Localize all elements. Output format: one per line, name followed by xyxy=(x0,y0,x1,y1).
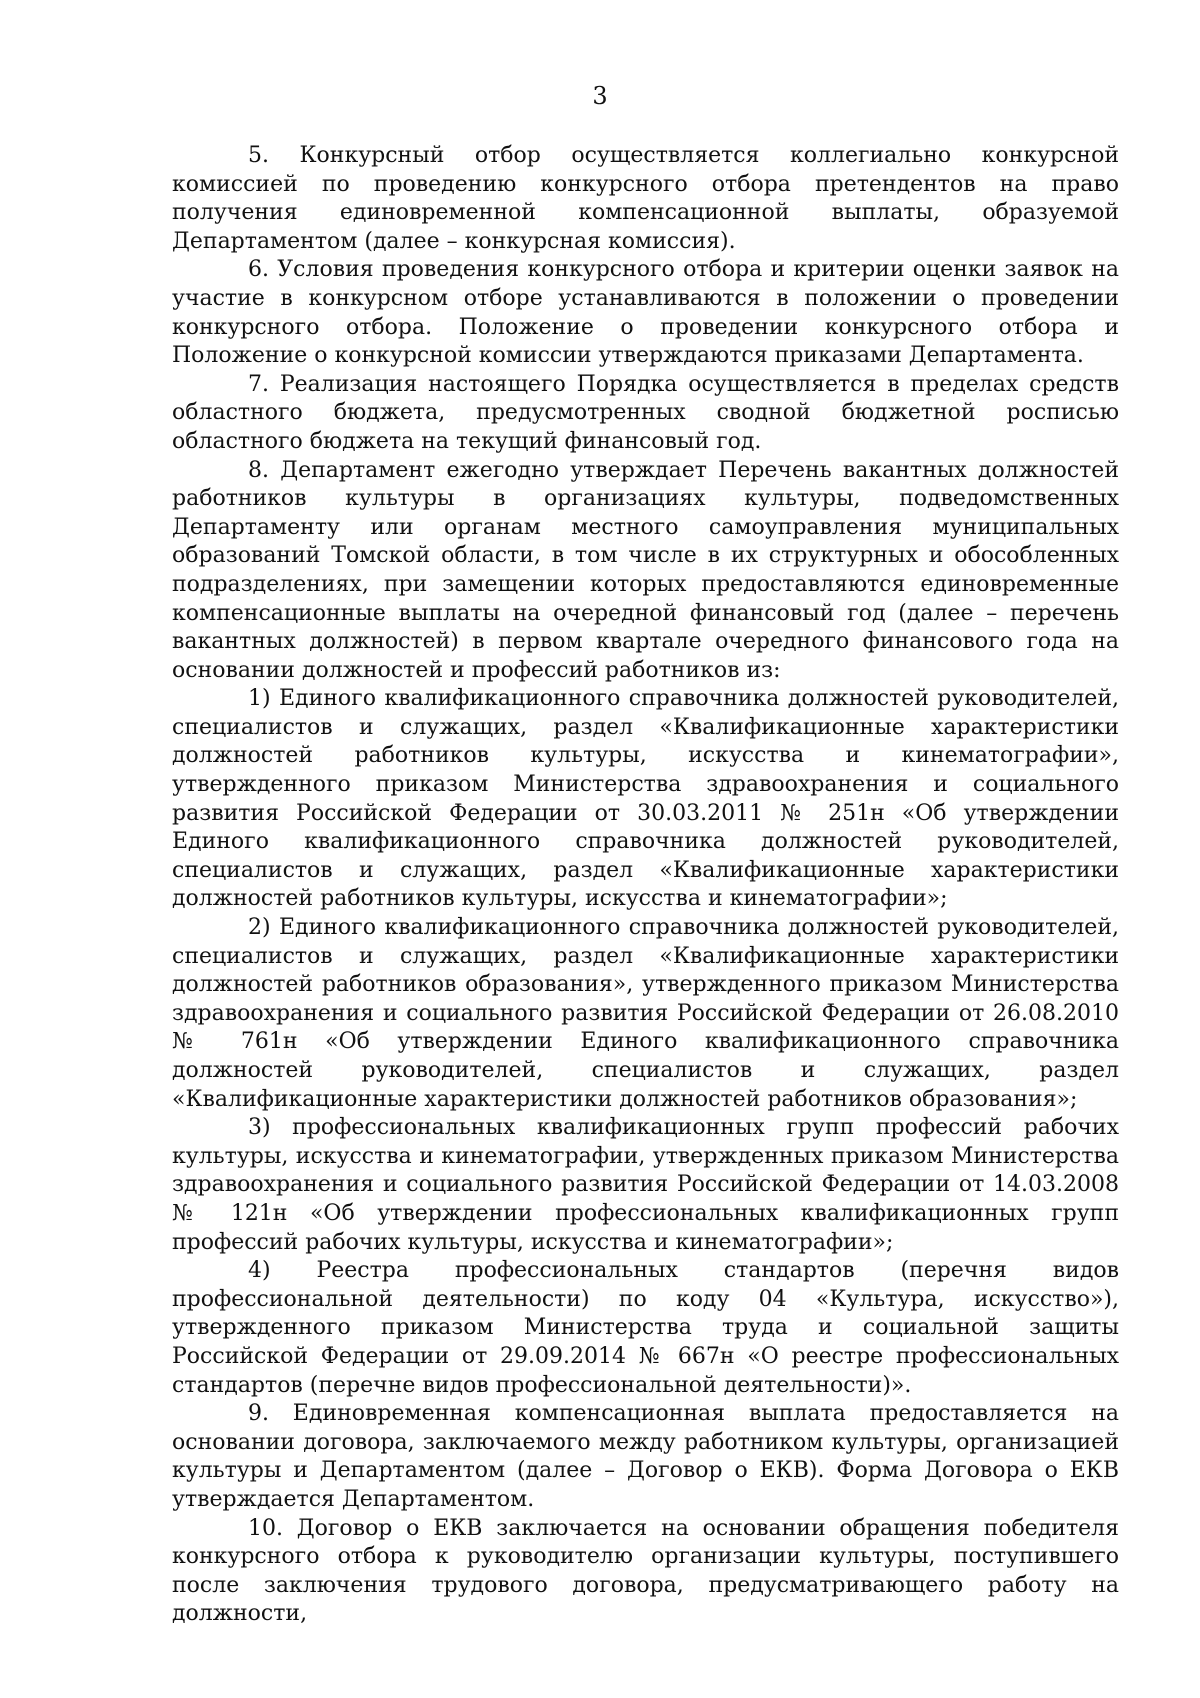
document-body xyxy=(172,142,1119,1629)
paragraph-8: 8. Департамент ежегодно утверждает Перечень вакантных должностей работников культуры в организациях культуры, подведомственных Департаменту или органам местного самоуправления муниципальных образований Томской области, в том числе в их структурных и обособленных подразделениях, при замещении которых предоставляются единовременные компенсационные выплаты на очередной финансовый год (далее – перечень вакантных должностей) в первом квартале очередного финансового года на основании должностей и профессий работников из: xyxy=(172,457,1119,683)
paragraph-7: 7. Реализация настоящего Порядка осуществляется в пределах средств областного бюджета, предусмотренных сводной бюджетной росписью областного бюджета на текущий финансовый год. xyxy=(172,371,1119,454)
paragraph-5: 5. Конкурсный отбор осуществляется коллегиально конкурсной комиссией по проведению конкурсного отбора претендентов на право получения единовременной компенсационной выплаты, образуемой Департаментом (далее – конкурсная комиссия). xyxy=(172,143,1119,254)
paragraph-10: 10. Договор о ЕКВ заключается на основании обращения победителя конкурсного отбора к руководителю организации культуры, поступившего после заключения трудового договора, предусматривающего работу на должности, xyxy=(172,1515,1119,1627)
paragraph-8-item-1: 1) Единого квалификационного справочника должностей руководителей, специалистов и служащих, раздел «Квалификационные характеристики должностей работников культуры, искусства и кинематографии», утвержденного приказом Министерства здравоохранения и социального развития Российской Федерации от 30.03.2011 № 251н «Об утверждении Единого квалификационного справочника должностей руководителей, специалистов и служащих, раздел «Квалификационные характеристики должностей работников культуры, искусства и кинематографии»; xyxy=(172,686,1119,912)
paragraph-8-item-3: 3) профессиональных квалификационных групп профессий рабочих культуры, искусства и кинематографии, утвержденных приказом Министерства здравоохранения и социального развития Российской Федерации от 14.03.2008 № 121н «Об утверждении профессиональных квалификационных групп профессий рабочих культуры, искусства и кинематографии»; xyxy=(172,1115,1119,1255)
paragraph-6: 6. Условия проведения конкурсного отбора и критерии оценки заявок на участие в конкурсном отборе устанавливаются в положении о проведении конкурсного отбора. Положение о проведении конкурсного отбора и Положение о конкурсной комиссии утверждаются приказами Департамента. xyxy=(172,257,1119,369)
paragraph-8-item-2: 2) Единого квалификационного справочника должностей руководителей, специалистов и служащих, раздел «Квалификационные характеристики должностей работников образования», утвержденного приказом Министерства здравоохранения и социального развития Российской Федерации от 26.08.2010 № 761н «Об утверждении Единого квалификационного справочника должностей руководителей, специалистов и служащих, раздел «Квалификационные характеристики должностей работников образования»; xyxy=(172,915,1119,1112)
paragraph-8-item-4: 4) Реестра профессиональных стандартов (перечня видов профессиональной деятельности) по коду 04 «Культура, искусство»), утвержденного приказом Министерства труда и социальной защиты Российской Федерации от 29.09.2014 № 667н «О реестре профессиональных стандартов (перечне видов профессиональной деятельности)». xyxy=(172,1258,1119,1398)
page-number: 3 xyxy=(592,82,608,110)
paragraph-9: 9. Единовременная компенсационная выплата предоставляется на основании договора, заключаемого между работником культуры, организацией культуры и Департаментом (далее – Договор о ЕКВ). Форма Договора о ЕКВ утверждается Департаментом. xyxy=(172,1401,1119,1512)
